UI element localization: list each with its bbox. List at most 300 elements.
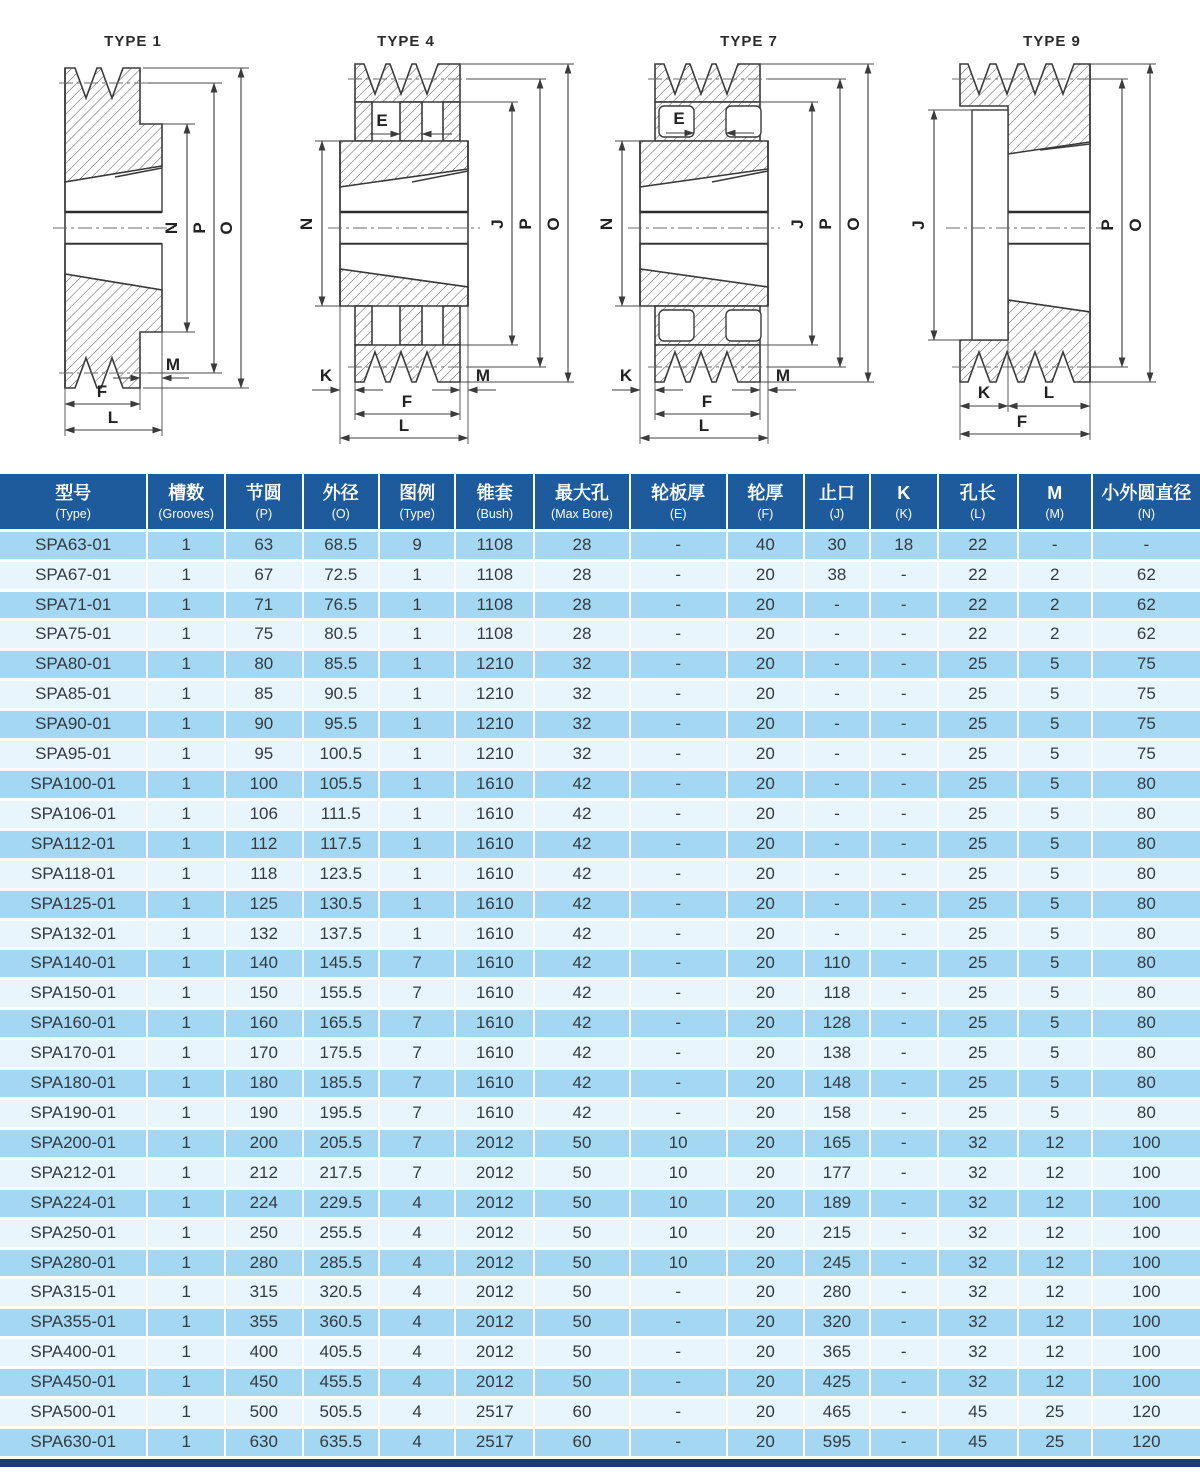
table-cell: 67 <box>225 560 303 590</box>
table-cell: - <box>870 1338 938 1368</box>
table-cell: 100 <box>1092 1278 1200 1308</box>
table-cell: 50 <box>534 1128 630 1158</box>
table-cell: 20 <box>727 680 805 710</box>
table-cell: 1610 <box>455 979 534 1009</box>
type7-cross-section <box>628 64 780 382</box>
type4-dim-N: N <box>297 217 316 231</box>
table-cell: 38 <box>804 560 870 590</box>
table-cell: 2 <box>1018 590 1092 620</box>
table-cell: 1 <box>147 1368 225 1398</box>
table-cell: 25 <box>1018 1427 1092 1457</box>
table-cell: 42 <box>534 1009 630 1039</box>
model-cell: SPA315-01 <box>0 1278 147 1308</box>
table-cell: 630 <box>225 1427 303 1457</box>
table-cell: 1 <box>147 1398 225 1428</box>
technical-drawings <box>0 0 1200 474</box>
type7-dim-P: P <box>816 218 835 230</box>
table-cell: - <box>870 1427 938 1457</box>
model-cell: SPA71-01 <box>0 590 147 620</box>
table-cell: 117.5 <box>303 829 379 859</box>
table-cell: - <box>630 650 727 680</box>
table-cell: 5 <box>1018 680 1092 710</box>
table-cell: 32 <box>938 1338 1018 1368</box>
table-cell: 1108 <box>455 530 534 560</box>
table-cell: 32 <box>938 1218 1018 1248</box>
model-cell: SPA63-01 <box>0 530 147 560</box>
table-cell: 2012 <box>455 1368 534 1398</box>
table-cell: 32 <box>534 740 630 770</box>
table-cell: 5 <box>1018 889 1092 919</box>
table-cell: 4 <box>379 1248 455 1278</box>
table-cell: - <box>630 1098 727 1128</box>
table-cell: 111.5 <box>303 799 379 829</box>
table-row <box>0 1158 1200 1188</box>
table-cell: 2012 <box>455 1158 534 1188</box>
table-cell: 80 <box>1092 770 1200 800</box>
table-cell: 25 <box>938 680 1018 710</box>
table-cell: 75 <box>1092 710 1200 740</box>
table-cell: 130.5 <box>303 889 379 919</box>
type4-dim-J: J <box>488 219 507 229</box>
type1-dim-P: P <box>190 222 209 234</box>
table-cell: 50 <box>534 1158 630 1188</box>
table-cell: 123.5 <box>303 859 379 889</box>
table-cell: 1 <box>147 829 225 859</box>
table-cell: 1 <box>379 740 455 770</box>
table-cell: 4 <box>379 1308 455 1338</box>
table-cell: - <box>1092 530 1200 560</box>
table-cell: - <box>630 560 727 590</box>
table-cell: 1 <box>147 650 225 680</box>
table-cell: 62 <box>1092 620 1200 650</box>
table-cell: 25 <box>938 650 1018 680</box>
table-cell: 125 <box>225 889 303 919</box>
table-cell: 100 <box>1092 1338 1200 1368</box>
type4-diagram <box>297 33 574 444</box>
table-cell: 80 <box>1092 859 1200 889</box>
table-cell: 137.5 <box>303 919 379 949</box>
table-cell: 1 <box>379 889 455 919</box>
table-cell: 1 <box>379 710 455 740</box>
table-cell: 20 <box>727 919 805 949</box>
table-cell: 7 <box>379 979 455 1009</box>
model-cell: SPA95-01 <box>0 740 147 770</box>
table-cell: 32 <box>534 680 630 710</box>
table-cell: - <box>870 1278 938 1308</box>
table-cell: 20 <box>727 770 805 800</box>
col-header-l: 孔长 (L) <box>938 474 1018 530</box>
table-cell: 2012 <box>455 1248 534 1278</box>
table-cell: 25 <box>938 710 1018 740</box>
table-cell: 120 <box>1092 1427 1200 1457</box>
table-row <box>0 530 1200 560</box>
spec-table-body <box>0 530 1200 1457</box>
table-cell: 32 <box>534 650 630 680</box>
table-cell: 5 <box>1018 770 1092 800</box>
type9-dim-K: K <box>977 383 991 402</box>
type4-dim-L: L <box>398 416 410 435</box>
table-cell: 5 <box>1018 1069 1092 1099</box>
table-cell: 5 <box>1018 949 1092 979</box>
table-row <box>0 650 1200 680</box>
table-cell: - <box>870 889 938 919</box>
table-cell: - <box>870 1009 938 1039</box>
table-row <box>0 1009 1200 1039</box>
table-cell: 25 <box>938 829 1018 859</box>
table-cell: 4 <box>379 1188 455 1218</box>
table-cell: 22 <box>938 530 1018 560</box>
table-cell: - <box>870 799 938 829</box>
table-cell: 145.5 <box>303 949 379 979</box>
table-cell: 5 <box>1018 979 1092 1009</box>
table-cell: 138 <box>804 1039 870 1069</box>
type7-dim-N: N <box>597 217 616 231</box>
table-cell: 5 <box>1018 919 1092 949</box>
table-cell: - <box>630 979 727 1009</box>
table-cell: 1 <box>147 1338 225 1368</box>
table-cell: 12 <box>1018 1248 1092 1278</box>
table-cell: 100 <box>1092 1368 1200 1398</box>
table-cell: 1610 <box>455 1069 534 1099</box>
table-cell: 450 <box>225 1368 303 1398</box>
table-row <box>0 560 1200 590</box>
table-cell: 12 <box>1018 1278 1092 1308</box>
table-cell: 132 <box>225 919 303 949</box>
table-cell: 165 <box>804 1128 870 1158</box>
table-cell: 32 <box>938 1188 1018 1218</box>
table-row <box>0 770 1200 800</box>
model-cell: SPA80-01 <box>0 650 147 680</box>
table-cell: 1 <box>147 1158 225 1188</box>
table-cell: - <box>630 1308 727 1338</box>
type4-dim-O: O <box>544 217 563 231</box>
table-cell: 20 <box>727 1039 805 1069</box>
table-cell: - <box>804 799 870 829</box>
table-cell: 1 <box>379 650 455 680</box>
table-cell: 12 <box>1018 1338 1092 1368</box>
table-row <box>0 949 1200 979</box>
table-cell: 45 <box>938 1427 1018 1457</box>
col-header-figure-type: 图例 (Type) <box>379 474 455 530</box>
table-row <box>0 1427 1200 1457</box>
table-cell: 1 <box>147 1188 225 1218</box>
table-cell: 425 <box>804 1368 870 1398</box>
table-cell: 120 <box>1092 1398 1200 1428</box>
model-cell: SPA212-01 <box>0 1158 147 1188</box>
table-cell: 2012 <box>455 1128 534 1158</box>
table-cell: 42 <box>534 829 630 859</box>
table-cell: - <box>630 799 727 829</box>
table-cell: 42 <box>534 859 630 889</box>
table-cell: 1 <box>147 1308 225 1338</box>
type1-dim-L: L <box>107 408 119 427</box>
table-cell: 1610 <box>455 1098 534 1128</box>
table-cell: 1 <box>379 859 455 889</box>
table-cell: 1610 <box>455 829 534 859</box>
table-cell: 42 <box>534 1039 630 1069</box>
table-cell: 9 <box>379 530 455 560</box>
table-cell: - <box>870 560 938 590</box>
col-header-outer-dia: 外径 (O) <box>303 474 379 530</box>
table-row <box>0 1338 1200 1368</box>
table-cell: 42 <box>534 1069 630 1099</box>
table-cell: 189 <box>804 1188 870 1218</box>
type4-cross-section <box>328 64 480 382</box>
table-cell: 1 <box>379 919 455 949</box>
table-cell: 20 <box>727 1308 805 1338</box>
table-cell: 1108 <box>455 620 534 650</box>
table-cell: 12 <box>1018 1368 1092 1398</box>
table-cell: - <box>630 590 727 620</box>
table-cell: 25 <box>938 859 1018 889</box>
table-cell: - <box>870 1069 938 1099</box>
table-cell: 255.5 <box>303 1218 379 1248</box>
table-cell: - <box>870 919 938 949</box>
table-cell: - <box>630 1039 727 1069</box>
table-cell: 7 <box>379 1098 455 1128</box>
table-cell: 5 <box>1018 650 1092 680</box>
table-cell: 1 <box>147 859 225 889</box>
table-cell: 320 <box>804 1308 870 1338</box>
type1-cross-section <box>53 68 175 388</box>
table-cell: - <box>870 1098 938 1128</box>
table-cell: - <box>630 1398 727 1428</box>
table-cell: 4 <box>379 1368 455 1398</box>
model-cell: SPA112-01 <box>0 829 147 859</box>
table-cell: 100 <box>1092 1248 1200 1278</box>
table-cell: - <box>870 1218 938 1248</box>
table-row <box>0 799 1200 829</box>
table-cell: - <box>870 829 938 859</box>
table-cell: 1 <box>147 919 225 949</box>
type7-title: TYPE 7 <box>720 33 778 50</box>
table-cell: 42 <box>534 919 630 949</box>
type1-title: TYPE 1 <box>104 33 162 50</box>
table-cell: 212 <box>225 1158 303 1188</box>
table-row <box>0 710 1200 740</box>
table-cell: 1 <box>147 1427 225 1457</box>
table-cell: 62 <box>1092 560 1200 590</box>
col-header-f: 轮厚 (F) <box>727 474 805 530</box>
table-cell: 5 <box>1018 710 1092 740</box>
table-cell: 28 <box>534 530 630 560</box>
type1-dim-O: O <box>217 221 236 235</box>
table-cell: 68.5 <box>303 530 379 560</box>
table-cell: 12 <box>1018 1188 1092 1218</box>
type4-dim-E: E <box>376 111 388 130</box>
table-cell: 5 <box>1018 829 1092 859</box>
table-cell: 217.5 <box>303 1158 379 1188</box>
type4-dim-M: M <box>475 366 491 385</box>
table-cell: 1610 <box>455 919 534 949</box>
table-cell: 280 <box>225 1248 303 1278</box>
table-row <box>0 1368 1200 1398</box>
table-cell: 28 <box>534 590 630 620</box>
table-cell: 25 <box>938 889 1018 919</box>
table-cell: 72.5 <box>303 560 379 590</box>
table-cell: 20 <box>727 1098 805 1128</box>
table-cell: 250 <box>225 1218 303 1248</box>
table-cell: 5 <box>1018 859 1092 889</box>
table-cell: 1 <box>379 799 455 829</box>
col-header-bush: 锥套 (Bush) <box>455 474 534 530</box>
table-cell: 5 <box>1018 1009 1092 1039</box>
table-cell: 160 <box>225 1009 303 1039</box>
model-cell: SPA190-01 <box>0 1098 147 1128</box>
table-cell: 50 <box>534 1338 630 1368</box>
table-cell: 7 <box>379 1009 455 1039</box>
table-row <box>0 1218 1200 1248</box>
table-cell: 20 <box>727 1218 805 1248</box>
table-row <box>0 1308 1200 1338</box>
table-cell: 190 <box>225 1098 303 1128</box>
table-cell: 155.5 <box>303 979 379 1009</box>
table-cell: 25 <box>938 919 1018 949</box>
table-cell: - <box>630 530 727 560</box>
table-cell: 455.5 <box>303 1368 379 1398</box>
table-cell: 50 <box>534 1308 630 1338</box>
table-cell: - <box>804 590 870 620</box>
table-cell: 25 <box>938 979 1018 1009</box>
table-cell: 20 <box>727 1368 805 1398</box>
table-cell: 90 <box>225 710 303 740</box>
model-cell: SPA90-01 <box>0 710 147 740</box>
model-cell: SPA150-01 <box>0 979 147 1009</box>
table-cell: 32 <box>938 1368 1018 1398</box>
table-cell: 320.5 <box>303 1278 379 1308</box>
table-cell: 2517 <box>455 1398 534 1428</box>
type4-title: TYPE 4 <box>377 33 435 50</box>
table-cell: - <box>630 949 727 979</box>
table-cell: - <box>1018 530 1092 560</box>
table-cell: 20 <box>727 949 805 979</box>
table-cell: 1 <box>147 680 225 710</box>
model-cell: SPA400-01 <box>0 1338 147 1368</box>
table-cell: 10 <box>630 1218 727 1248</box>
table-cell: 1 <box>147 1098 225 1128</box>
table-cell: 80.5 <box>303 620 379 650</box>
table-cell: 205.5 <box>303 1128 379 1158</box>
table-cell: 1 <box>379 560 455 590</box>
table-cell: - <box>630 1278 727 1308</box>
table-cell: 215 <box>804 1218 870 1248</box>
table-row <box>0 889 1200 919</box>
model-cell: SPA118-01 <box>0 859 147 889</box>
table-cell: 80 <box>1092 979 1200 1009</box>
table-cell: 7 <box>379 1128 455 1158</box>
col-header-max-bore: 最大孔 (Max Bore) <box>534 474 630 530</box>
table-cell: - <box>870 1039 938 1069</box>
table-cell: 10 <box>630 1248 727 1278</box>
table-cell: 12 <box>1018 1158 1092 1188</box>
table-cell: 1 <box>147 1218 225 1248</box>
table-cell: 10 <box>630 1128 727 1158</box>
table-cell: 12 <box>1018 1128 1092 1158</box>
table-cell: 42 <box>534 799 630 829</box>
table-cell: 106 <box>225 799 303 829</box>
table-cell: 2517 <box>455 1427 534 1457</box>
table-cell: 1 <box>147 770 225 800</box>
table-cell: 1210 <box>455 740 534 770</box>
table-cell: 110 <box>804 949 870 979</box>
table-cell: 60 <box>534 1427 630 1457</box>
table-cell: 158 <box>804 1098 870 1128</box>
table-cell: 22 <box>938 560 1018 590</box>
table-cell: 12 <box>1018 1308 1092 1338</box>
type1-diagram <box>53 33 249 436</box>
table-cell: 42 <box>534 889 630 919</box>
table-cell: 4 <box>379 1398 455 1428</box>
table-cell: - <box>630 710 727 740</box>
model-cell: SPA132-01 <box>0 919 147 949</box>
table-cell: 80 <box>1092 799 1200 829</box>
table-cell: 224 <box>225 1188 303 1218</box>
table-cell: 105.5 <box>303 770 379 800</box>
table-cell: 95 <box>225 740 303 770</box>
type4-dim-P: P <box>516 218 535 230</box>
model-cell: SPA75-01 <box>0 620 147 650</box>
table-cell: - <box>630 919 727 949</box>
table-cell: 500 <box>225 1398 303 1428</box>
table-cell: 4 <box>379 1278 455 1308</box>
table-cell: 1610 <box>455 859 534 889</box>
table-cell: 32 <box>938 1308 1018 1338</box>
table-cell: 1610 <box>455 949 534 979</box>
table-cell: 405.5 <box>303 1338 379 1368</box>
table-cell: 1 <box>147 799 225 829</box>
type1-dim-M: M <box>165 355 181 374</box>
table-cell: 80 <box>1092 1098 1200 1128</box>
table-row <box>0 979 1200 1009</box>
table-cell: 4 <box>379 1218 455 1248</box>
table-cell: 50 <box>534 1368 630 1398</box>
table-cell: - <box>804 620 870 650</box>
table-cell: 28 <box>534 560 630 590</box>
table-cell: 5 <box>1018 1098 1092 1128</box>
table-cell: - <box>870 740 938 770</box>
table-cell: 20 <box>727 740 805 770</box>
table-cell: 400 <box>225 1338 303 1368</box>
table-cell: 229.5 <box>303 1188 379 1218</box>
table-cell: 10 <box>630 1158 727 1188</box>
table-cell: 1 <box>147 560 225 590</box>
table-cell: 100 <box>1092 1188 1200 1218</box>
table-cell: 32 <box>938 1158 1018 1188</box>
table-cell: 185.5 <box>303 1069 379 1099</box>
table-cell: 315 <box>225 1278 303 1308</box>
table-cell: - <box>804 829 870 859</box>
table-cell: 25 <box>938 799 1018 829</box>
table-cell: 71 <box>225 590 303 620</box>
model-cell: SPA125-01 <box>0 889 147 919</box>
table-cell: 140 <box>225 949 303 979</box>
table-cell: 280 <box>804 1278 870 1308</box>
model-cell: SPA100-01 <box>0 770 147 800</box>
table-cell: 1 <box>147 1039 225 1069</box>
table-cell: 100 <box>1092 1218 1200 1248</box>
table-cell: 85.5 <box>303 650 379 680</box>
type4-dim-F: F <box>401 392 413 411</box>
table-cell: 20 <box>727 1009 805 1039</box>
table-cell: 20 <box>727 889 805 919</box>
table-cell: 365 <box>804 1338 870 1368</box>
table-cell: 42 <box>534 949 630 979</box>
table-row <box>0 1278 1200 1308</box>
table-cell: 635.5 <box>303 1427 379 1457</box>
table-row <box>0 1069 1200 1099</box>
table-cell: 100 <box>225 770 303 800</box>
type7-dim-F: F <box>701 392 713 411</box>
